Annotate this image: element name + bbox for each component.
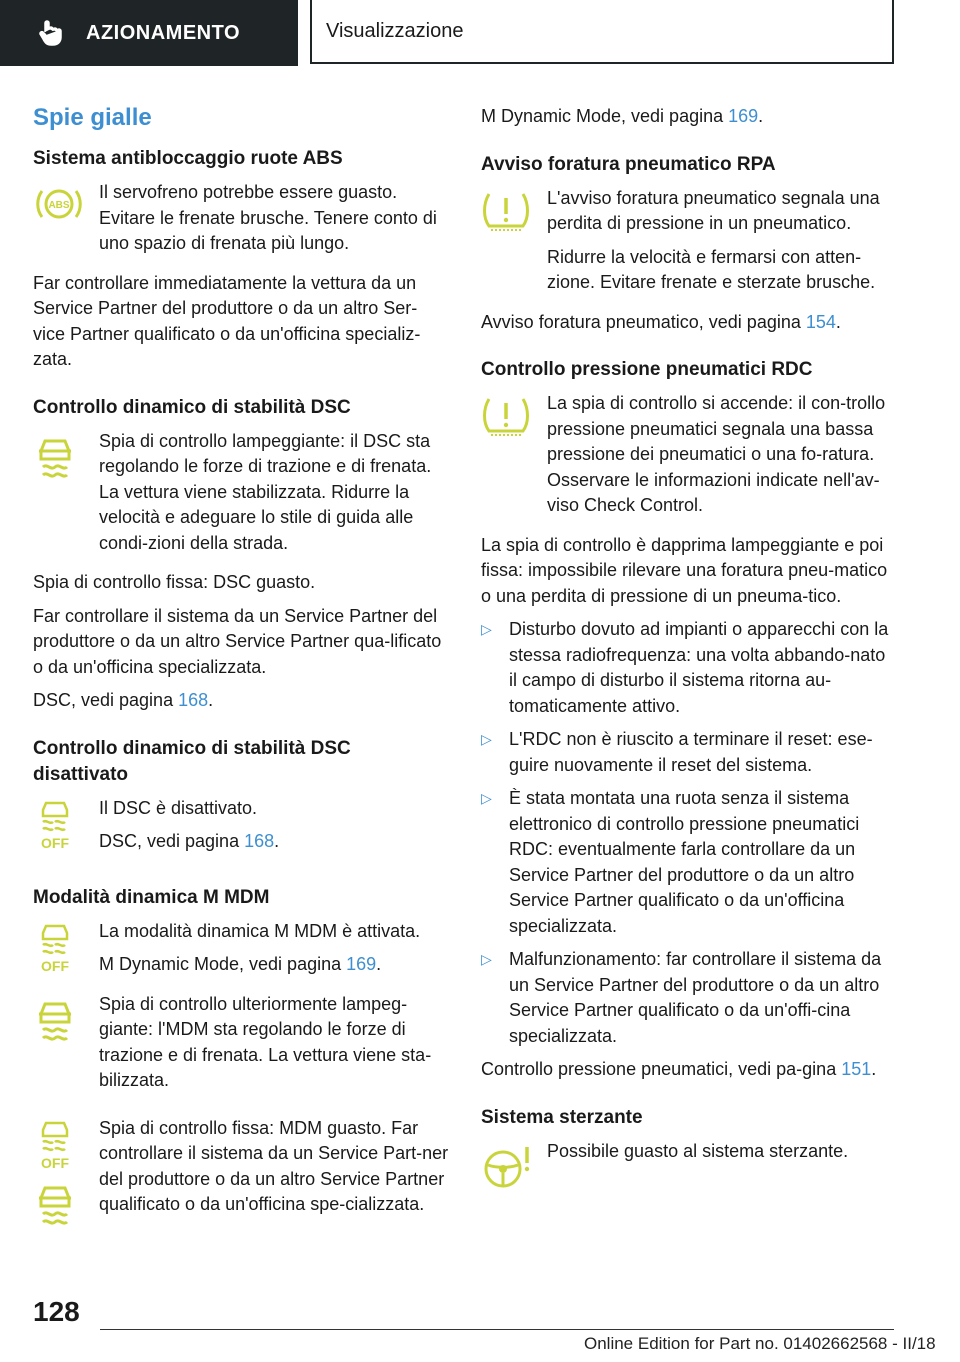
edition-note: Online Edition for Part no. 01402662568 - II/18 — [584, 1334, 936, 1353]
abs-text-2: Far controllare immediatamente la vettura da un Service Partner del produttore o da un altro Ser-vice Partner qualificato o da un'officina specializ-zata. — [33, 272, 421, 369]
dsc-off-icon — [33, 798, 77, 850]
mdm-page-link[interactable]: 169 — [346, 954, 377, 974]
dsc-car-skid-icon — [33, 431, 77, 481]
right-column — [481, 96, 897, 1213]
steering-section — [481, 1105, 897, 1191]
steering-text-1: Possibile guasto al sistema sterzante. — [547, 1140, 849, 1161]
svg-text:OFF: OFF — [41, 1154, 69, 1170]
section-tab[interactable] — [0, 0, 298, 66]
dsc-heading: Controllo dinamico di stabilità DSC — [33, 396, 351, 418]
abs-section — [33, 146, 449, 373]
rpa-heading: Avviso foratura pneumatico RPA — [481, 153, 776, 175]
dsc-section — [33, 395, 449, 714]
rdc-page-link[interactable]: 151 — [841, 1059, 872, 1079]
dsc-text-3: Far controllare il sistema da un Service Partner del produttore o da un altro Service Partner qua-lificato o da un'officina specializzata. — [33, 605, 442, 677]
svg-text:OFF: OFF — [41, 957, 69, 973]
mdm-car-skid-fault-icon — [33, 1178, 77, 1228]
dsc-off-reference: DSC, vedi pagina 168. — [99, 831, 280, 851]
rpa-text-1: L'avviso foratura pneumatico segnala una perdita di pressione in un pneumatico. — [547, 187, 880, 233]
dsc-text-2: Spia di controllo fissa: DSC guasto. — [33, 572, 316, 592]
rpa-reference: Avviso foratura pneumatico, vedi pagina 154. — [481, 311, 841, 332]
triangle-bullet-icon: ▷ — [481, 621, 492, 637]
rdc-text-1: La spia di controllo si accende: il con-trollo pressione pneumatici segnala una bassa pressione dei pneumatici o una fo-ratura. Osservare le informazioni indicate nell'av-viso Check Control. — [547, 393, 886, 515]
mdm-off-icon — [33, 921, 77, 973]
abs-warning-icon — [33, 182, 85, 226]
rdc-bullet-list — [481, 617, 897, 1049]
list-item: ▷ È stata montata una ruota senza il sistema elettronico di controllo pressione pneumatici RDC: eventualmente farla controllare da un Service Partner del produttore o da un altro Service Partner qualificato o da un'officina specializzata. — [481, 786, 897, 939]
dsc-off-section — [33, 736, 449, 863]
rpa-section — [481, 152, 897, 336]
mdm-reference: M Dynamic Mode, vedi pagina 169. — [99, 954, 382, 974]
triangle-bullet-icon: ▷ — [481, 951, 492, 967]
abs-text-1: Il servofreno potrebbe essere guasto. Evitare le frenate brusche. Tenere conto di uno spazio di frenata più lungo. — [99, 182, 437, 253]
mdm-heading: Modalità dinamica M MDM — [33, 886, 270, 908]
mdm-car-skid-icon — [33, 994, 77, 1044]
list-item: ▷ Malfunzionamento: far controllare il sistema da un Service Partner del produttore o da un altro Service Partner qualificato o da un'offi-cina specializzata. — [481, 947, 897, 1049]
tire-pressure-warning-icon — [481, 188, 531, 234]
section-label: AZIONAMENTO — [86, 21, 241, 44]
hand-pointer-icon — [36, 18, 66, 48]
list-item: ▷ Disturbo dovuto ad impianti o apparecchi con la stessa radiofrequenza: una volta abbando-nato il campo di disturbo il sistema ritorna au-tomaticamente attivo. — [481, 617, 897, 719]
triangle-bullet-icon: ▷ — [481, 731, 492, 747]
page-number: 128 — [33, 1296, 80, 1327]
dsc-off-text-1: Il DSC è disattivato. — [99, 797, 258, 818]
steering-heading: Sistema sterzante — [481, 1106, 643, 1128]
rdc-text-2: La spia di controllo è dapprima lampeggiante e poi fissa: impossibile rilevare una foratura pneu-matico o una perdita di pressione di un pneuma-tico. — [481, 534, 888, 606]
steering-wheel-warning-icon — [481, 1141, 535, 1191]
footer-divider — [100, 1329, 894, 1330]
mdm-text-2: Spia di controllo ulteriormente lampeg-giante: l'MDM sta regolando le forze di trazione e di frenata. La vettura viene sta-bilizzata. — [99, 993, 432, 1090]
mdm-text-1: La modalità dinamica M MDM è attivata. — [99, 920, 421, 941]
topic-tab[interactable] — [310, 0, 894, 64]
list-item: ▷ L'RDC non è riuscito a terminare il reset: ese-guire nuovamente il reset del sistema. — [481, 727, 897, 778]
mdm-off-fault-icon — [33, 1118, 77, 1170]
mdm-text-3: Spia di controllo fissa: MDM guasto. Far controllare il sistema da un Service Part-ner del produttore o da un altro Service Partner qualificato o da un'officina spe-cializzata. — [99, 1117, 449, 1214]
page-header — [0, 0, 960, 66]
rpa-page-link[interactable]: 154 — [805, 311, 836, 332]
mdm-continued-reference: M Dynamic Mode, vedi pagina 169. — [481, 106, 764, 126]
left-column — [33, 96, 449, 1250]
topic-label: Visualizzazione — [326, 19, 464, 42]
rpa-text-2: Ridurre la velocità e fermarsi con atten-zione. Evitare frenate e sterzate brusche. — [547, 246, 876, 292]
dsc-reference: DSC, vedi pagina 168. — [33, 690, 214, 710]
mdm-continued-page-link[interactable]: 169 — [728, 106, 759, 126]
dsc-text-1: Spia di controllo lampeggiante: il DSC sta regolando le forze di trazione e di frenata. La vettura viene stabilizzata. Ridurre la velocità e adeguare lo stile di guida alle condi-zioni della strada. — [99, 430, 432, 553]
triangle-bullet-icon: ▷ — [481, 790, 492, 806]
svg-text:ABS: ABS — [48, 200, 70, 211]
dsc-off-heading: Controllo dinamico di stabilità DSC disattivato — [33, 737, 351, 785]
rdc-reference: Controllo pressione pneumatici, vedi pa-gina 151. — [481, 1059, 877, 1079]
rdc-tire-pressure-icon — [481, 393, 531, 439]
dsc-off-page-link[interactable]: 168 — [244, 831, 275, 851]
dsc-page-link[interactable]: 168 — [178, 690, 209, 710]
mdm-section — [33, 885, 449, 1228]
rdc-heading: Controllo pressione pneumatici RDC — [481, 359, 813, 380]
rdc-section — [481, 357, 897, 1083]
section-title: Spie gialle — [33, 104, 152, 131]
off-label: OFF — [41, 834, 69, 850]
abs-heading: Sistema antibloccaggio ruote ABS — [33, 148, 343, 169]
